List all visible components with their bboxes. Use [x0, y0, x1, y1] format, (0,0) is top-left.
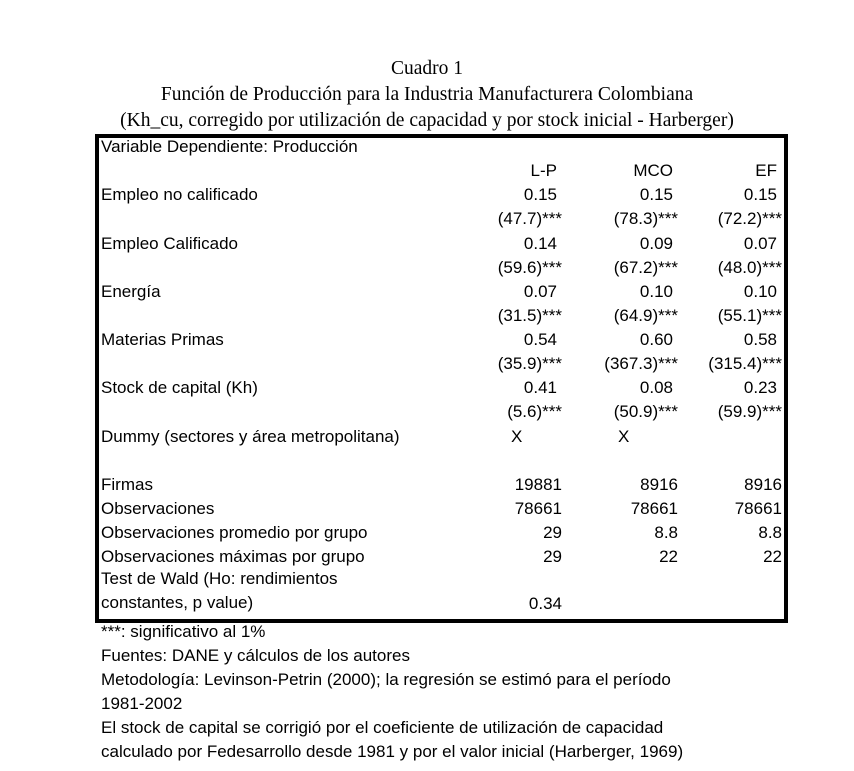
- stat-mco: (64.9)***: [613, 306, 678, 325]
- coef-mco: 0.10: [639, 282, 673, 301]
- stat-lp: (35.9)***: [497, 354, 562, 373]
- coef-mco: 0.08: [639, 378, 673, 397]
- dependent-variable-label: Variable Dependiente: Producción: [101, 137, 358, 156]
- coef-lp: 0.07: [523, 282, 557, 301]
- stat-mco: (50.9)***: [613, 402, 678, 421]
- stat-ef: (315.4)***: [708, 354, 782, 373]
- note-capital-stock-cont: calculado por Fedesarrollo desde 1981 y por el valor inicial (Harberger, 1969): [101, 742, 684, 761]
- stat-ef: (48.0)***: [717, 258, 782, 277]
- column-header-ef: EF: [755, 161, 777, 180]
- dummy-lp: X: [511, 427, 523, 446]
- firmas-label: Firmas: [101, 475, 153, 494]
- observaciones-label: Observaciones: [101, 499, 215, 518]
- stat-ef: (72.2)***: [717, 209, 782, 228]
- wald-value-lp: 0.34: [528, 594, 562, 613]
- row-label: Empleo no calificado: [101, 185, 258, 204]
- coef-mco: 0.60: [639, 330, 673, 349]
- coef-mco: 0.15: [639, 185, 673, 204]
- note-significance: ***: significativo al 1%: [101, 622, 266, 641]
- coef-ef: 0.07: [743, 234, 777, 253]
- dummy-mco: X: [618, 427, 630, 446]
- observaciones-mco: 78661: [630, 499, 678, 518]
- note-period: 1981-2002: [101, 694, 183, 713]
- observaciones-lp: 78661: [514, 499, 562, 518]
- row-label: Materias Primas: [101, 330, 224, 349]
- firmas-ef: 8916: [744, 475, 782, 494]
- obs-promedio-ef: 8.8: [758, 523, 782, 542]
- dummy-label: Dummy (sectores y área metropolitana): [101, 427, 400, 446]
- coef-mco: 0.09: [639, 234, 673, 253]
- stat-lp: (31.5)***: [497, 306, 562, 325]
- table-caption: [0, 56, 854, 134]
- table-notes: [101, 620, 801, 764]
- coef-lp: 0.54: [523, 330, 557, 349]
- stat-mco: (67.2)***: [613, 258, 678, 277]
- firmas-mco: 8916: [640, 475, 678, 494]
- stat-lp: (59.6)***: [497, 258, 562, 277]
- caption-number: Cuadro 1: [390, 58, 464, 79]
- stat-lp: (5.6)***: [507, 402, 562, 421]
- wald-label-line2: constantes, p value): [101, 593, 254, 612]
- note-methodology: Metodología: Levinson-Petrin (2000); la regresión se estimó para el período: [101, 670, 671, 689]
- coef-ef: 0.10: [743, 282, 777, 301]
- stat-lp: (47.7)***: [497, 209, 562, 228]
- obs-promedio-label: Observaciones promedio por grupo: [101, 523, 368, 542]
- stat-ef: (55.1)***: [717, 306, 782, 325]
- coef-lp: 0.41: [523, 378, 557, 397]
- coef-ef: 0.23: [743, 378, 777, 397]
- note-sources: Fuentes: DANE y cálculos de los autores: [101, 646, 410, 665]
- row-label: Empleo Calificado: [101, 234, 239, 253]
- column-header-lp: L-P: [530, 161, 557, 180]
- obs-maximas-mco: 22: [659, 547, 678, 566]
- wald-label-line1: Test de Wald (Ho: rendimientos: [101, 569, 338, 588]
- stat-mco: (367.3)***: [604, 354, 678, 373]
- coef-lp: 0.15: [523, 185, 557, 204]
- note-capital-stock: El stock de capital se corrigió por el coeficiente de utilización de capacidad: [101, 718, 664, 737]
- caption-subtitle: (Kh_cu, corregido por utilización de capacidad y por stock inicial - Harberger): [120, 110, 734, 131]
- observaciones-ef: 78661: [734, 499, 782, 518]
- obs-promedio-mco: 8.8: [654, 523, 678, 542]
- caption-title: Función de Producción para la Industria Manufacturera Colombiana: [160, 84, 694, 105]
- firmas-lp: 19881: [514, 475, 562, 494]
- obs-maximas-lp: 29: [543, 547, 562, 566]
- obs-promedio-lp: 29: [543, 523, 562, 542]
- stat-ef: (59.9)***: [717, 402, 782, 421]
- row-label: Stock de capital (Kh): [101, 378, 258, 397]
- coef-ef: 0.15: [743, 185, 777, 204]
- row-label: Energía: [101, 282, 161, 301]
- column-header-mco: MCO: [633, 161, 673, 180]
- coef-lp: 0.14: [523, 234, 557, 253]
- coef-ef: 0.58: [743, 330, 777, 349]
- obs-maximas-label: Observaciones máximas por grupo: [101, 547, 365, 566]
- obs-maximas-ef: 22: [763, 547, 782, 566]
- stat-mco: (78.3)***: [613, 209, 678, 228]
